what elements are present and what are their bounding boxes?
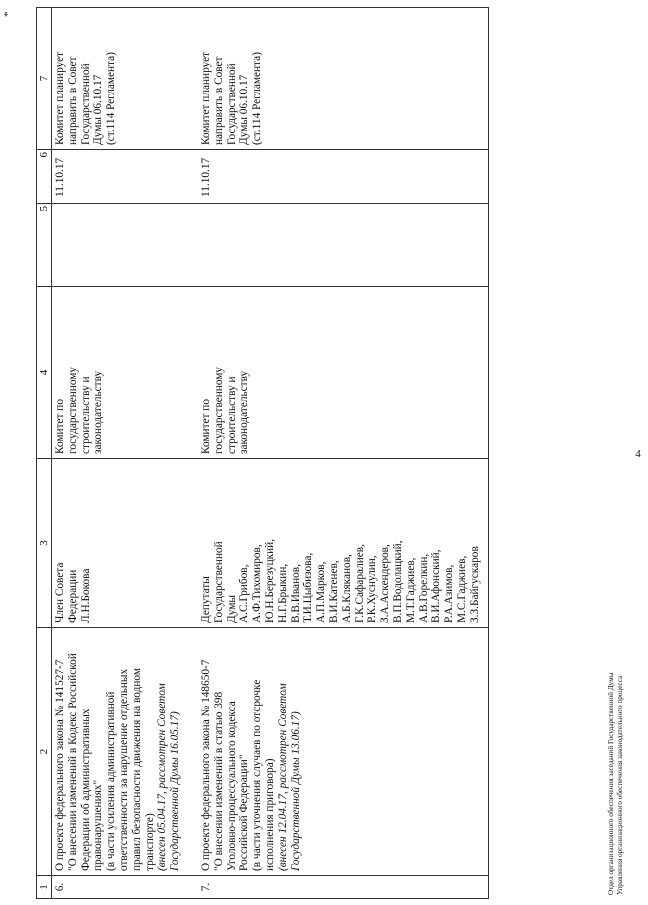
- author-line: М.С.Гаджиев,: [455, 555, 468, 623]
- author-line: Государственной: [212, 541, 225, 623]
- author-line: Г.К.Сафаралиев,: [353, 544, 366, 623]
- footer-line: Управления организационного обеспечения законодательного процесса: [616, 675, 624, 895]
- committee-line: государственному: [212, 366, 225, 454]
- header-col-5: 5: [37, 204, 52, 287]
- bill-title-line: (в части уточнения случаев по отсрочке: [251, 679, 264, 871]
- committee-line: Комитет по: [199, 398, 212, 454]
- bill-title-line: "О внесении изменений в Кодекс Российской: [66, 653, 79, 871]
- action-line: (ст.114 Регламента): [251, 52, 264, 145]
- header-col-6: 6: [37, 150, 52, 204]
- bill-title-line: О проекте федерального закона № 148650-7: [199, 659, 212, 871]
- author-line: А.Б.Кляканов,: [340, 554, 353, 623]
- action-line: Комитет планирует: [54, 51, 66, 145]
- page-number: 4: [635, 448, 641, 460]
- bill-note-line: Государственной Думы 16.05.17): [169, 711, 182, 871]
- author-line: А.В.Горелкин,: [417, 553, 430, 623]
- header-col-2: 2: [37, 628, 52, 876]
- table-row: [200, 8, 488, 899]
- bill-title-line: правонарушениях": [92, 779, 105, 871]
- author-line: Думы: [225, 595, 238, 623]
- author-line: Федерации: [66, 569, 79, 623]
- header-col-3: 3: [37, 459, 52, 628]
- bill-title-line: (в части усиления административной: [105, 691, 118, 871]
- bill-title-line: транспорте): [143, 813, 156, 871]
- bills-table: [36, 7, 489, 899]
- bill-title-line: исполнения приговора): [263, 758, 276, 871]
- bill-title-line: правил безопасности движения на водном: [130, 668, 143, 871]
- bill-title-line: Федерации об административных: [79, 708, 92, 871]
- author-line: В.В.Иванов,: [289, 564, 302, 623]
- action-line: Государственной: [79, 63, 92, 145]
- footer-line: Отдел организационного обеспечения заседаний Государственной Думы: [607, 672, 615, 895]
- header-col-7: 7: [37, 8, 52, 150]
- corner-mark: *: [2, 11, 14, 17]
- committee-line: строительству и: [79, 376, 92, 454]
- author-line: В.И.Афонский,: [430, 549, 443, 623]
- bill-title-line: О проекте федерального закона № 141527-7: [54, 659, 66, 871]
- author-line: А.П.Марков,: [315, 561, 328, 623]
- author-line: Т.И.Цыбизова,: [302, 552, 315, 623]
- action-line: Думы 06.10.17: [238, 74, 251, 145]
- author-line: З.З.Байгускаров: [468, 546, 481, 623]
- row-number: 7.: [200, 876, 488, 899]
- page-footer: [607, 672, 625, 895]
- table-row: [52, 8, 200, 899]
- action-line: Думы 06.10.17: [92, 74, 105, 145]
- action-cell: [52, 8, 200, 150]
- header-col-4: 4: [37, 287, 52, 459]
- author-line: З.А.Аскендеров,: [379, 544, 392, 623]
- author-line: А.Ф.Тихомиров,: [251, 544, 264, 623]
- bill-note-line: Государственной Думы 13.06.17): [289, 711, 302, 871]
- action-line: Государственной: [225, 63, 238, 145]
- responsible-committee: [52, 287, 200, 459]
- bill-title-line: ответственности за нарушение отдельных: [117, 668, 130, 871]
- committee-line: строительству и: [225, 376, 238, 454]
- committee-line: государственному: [66, 366, 79, 454]
- author-line: Член Совета: [54, 562, 66, 623]
- bill-author: [52, 459, 200, 628]
- author-line: Ю.Н.Березуцкий,: [263, 538, 276, 623]
- table-header-row: [37, 8, 52, 899]
- bill-title-line: Российской Федерации": [238, 754, 251, 871]
- bill-note-line: (внесен 12.04.17, рассмотрен Советом: [276, 683, 289, 871]
- responsible-committee: [200, 287, 488, 459]
- action-line: Комитет планирует: [199, 51, 212, 145]
- author-line: А.С.Грибов,: [238, 564, 251, 623]
- date-cell: 11.10.17: [52, 150, 200, 204]
- author-line: М.Т.Гаджиев,: [404, 557, 417, 623]
- author-line: В.П.Водолацкий,: [391, 540, 404, 623]
- header-col-1: 1: [37, 876, 52, 899]
- bill-description: [52, 628, 200, 876]
- date-cell: 11.10.17: [200, 150, 488, 204]
- bill-author: [200, 459, 488, 628]
- bill-title-line: Уголовно-процессуального кодекса: [225, 701, 238, 871]
- bill-description: [200, 628, 488, 876]
- bill-note-line: (внесен 05.04.17, рассмотрен Советом: [156, 683, 169, 871]
- action-cell: [200, 8, 488, 150]
- bill-title-line: "О внесении изменений в статью 398: [212, 691, 225, 871]
- committee-line: законодательству: [238, 370, 251, 454]
- author-line: Л.Н.Бокова: [79, 568, 92, 623]
- action-line: направить в Совет: [212, 56, 225, 145]
- author-line: Р.К.Хуснулин,: [366, 555, 379, 623]
- action-line: (ст.114 Регламента): [105, 52, 118, 145]
- author-line: В.И.Катенев,: [327, 560, 340, 623]
- action-line: направить в Совет: [66, 56, 79, 145]
- col5-cell: [52, 204, 200, 287]
- committee-line: Комитет по: [54, 398, 66, 454]
- committee-line: законодательству: [92, 370, 105, 454]
- author-line: Р.А.Азимов,: [443, 564, 456, 623]
- author-line: Н.Г.Брыкин,: [276, 563, 289, 623]
- author-line: Депутаты: [199, 576, 212, 623]
- row-number: 6.: [52, 876, 200, 899]
- col5-cell: [200, 204, 488, 287]
